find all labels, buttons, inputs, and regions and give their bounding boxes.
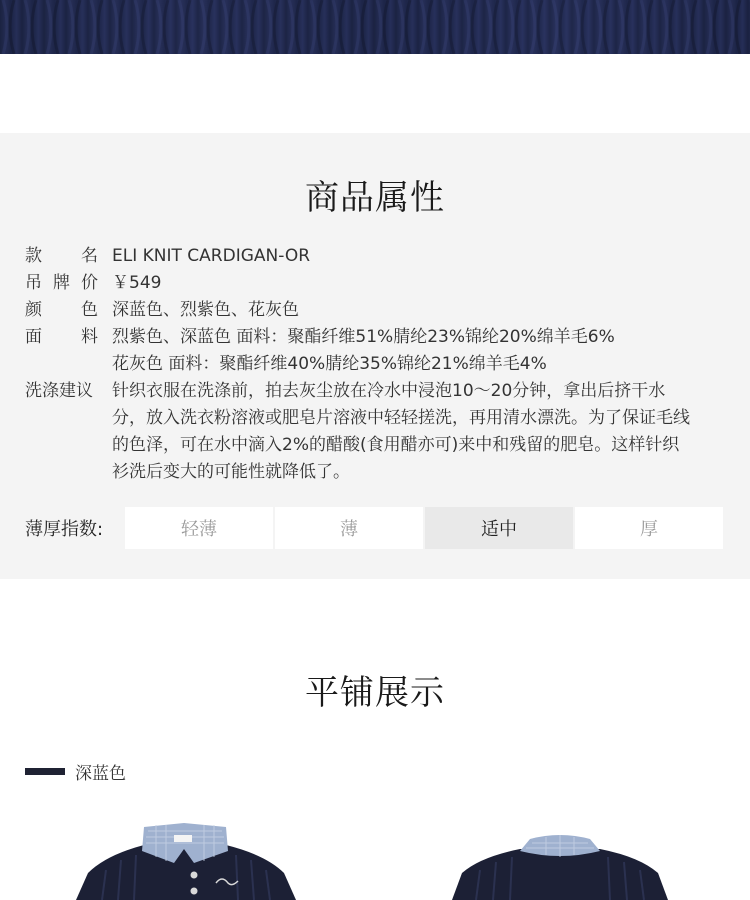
attr-row-fabric <box>25 324 730 378</box>
attr-value: ELI KNIT CARDIGAN-OR <box>112 246 311 266</box>
color-tag <box>25 759 126 784</box>
knit-texture-banner <box>0 0 750 54</box>
attr-key: 洗涤建议 <box>25 381 93 401</box>
thickness-option-medium-selected: 适中 <box>425 507 573 549</box>
thickness-index <box>25 507 730 549</box>
knit-texture-image <box>0 0 750 54</box>
thickness-option-thin: 薄 <box>275 507 423 549</box>
attr-value: 分，放入洗衣粉溶液或肥皂片溶液中轻轻搓洗，再用清水漂洗。为了保证毛线 <box>112 408 690 428</box>
cardigan-back-image <box>450 815 690 900</box>
attr-row-color <box>25 297 730 324</box>
thickness-option-light: 轻薄 <box>125 507 273 549</box>
attr-value: 衫洗后变大的可能性就降低了。 <box>112 462 350 482</box>
attr-key: 颜色 <box>25 300 98 320</box>
attr-row-washing <box>25 378 730 486</box>
thickness-label: 薄厚指数: <box>25 519 104 540</box>
flat-display-title: 平铺展示 <box>305 673 445 713</box>
thickness-option-thick: 厚 <box>575 507 723 549</box>
attr-value: 深蓝色、烈紫色、花灰色 <box>112 300 299 320</box>
cardigan-front-image <box>66 815 306 900</box>
attr-row-price <box>25 270 730 297</box>
attr-value: 花灰色 面料：聚酯纤维40%腈纶35%锦纶21%绵羊毛4% <box>112 354 547 374</box>
attr-key: 面料 <box>25 327 98 347</box>
attr-value: 针织衣服在洗涤前，拍去灰尘放在冷水中浸泡10～20分钟，拿出后挤干水 <box>112 381 666 401</box>
attr-key: 吊牌价 <box>25 273 98 293</box>
attr-value: 的色泽，可在水中滴入2%的醋酸(食用醋亦可)来中和残留的肥皂。这样针织 <box>112 435 680 455</box>
attr-key: 款名 <box>25 246 98 266</box>
attr-value: 烈紫色、深蓝色 面料：聚酯纤维51%腈纶23%锦纶20%绵羊毛6% <box>112 327 615 347</box>
product-attributes-section <box>0 133 750 579</box>
flat-display-section <box>0 579 750 900</box>
thickness-scale <box>125 507 723 549</box>
color-swatch-bar <box>25 768 65 775</box>
attr-row-name <box>25 243 730 270</box>
attr-value: ￥549 <box>112 273 162 293</box>
attribute-list <box>25 243 730 486</box>
attributes-title: 商品属性 <box>305 178 445 218</box>
color-name: 深蓝色 <box>75 764 126 784</box>
